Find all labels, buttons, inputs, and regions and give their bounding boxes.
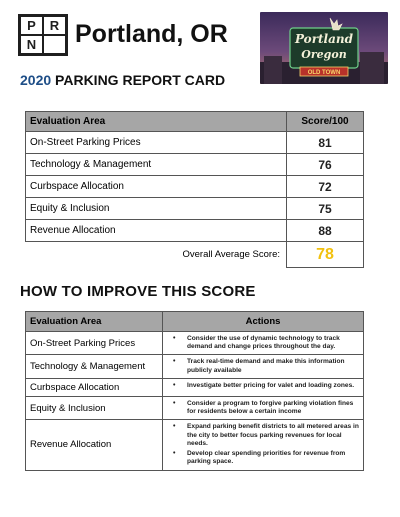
area-label: Technology & Management [26,355,163,378]
area-label: Revenue Allocation [26,220,287,242]
table-row [26,176,364,198]
area-label: Equity & Inclusion [26,198,287,220]
area-label: Technology & Management [26,154,287,176]
report-year: 2020 [20,72,52,88]
action-item: • Expand parking benefit districts to all metered areas in the city to better focus parking revenues for local needs. [167,423,359,448]
score-value: 88 [287,220,364,242]
city-title: Portland, OR [75,20,228,48]
actions-cell [163,332,364,355]
action-item: • Consider the use of dynamic technology to track demand and change prices throughout the day. [167,335,359,351]
area-label: Curbspace Allocation [26,378,163,396]
report-card-title [20,72,225,88]
actions-cell [163,378,364,396]
table-row [26,132,364,154]
col-evaluation-area: Evaluation Area [26,112,287,132]
table-row [26,332,364,355]
sign-text-oregon: Oregon [301,48,347,61]
logo-blank-cell [44,36,65,53]
overall-average-label: Overall Average Score: [182,249,280,261]
sign-text-old-town: OLD TOWN [307,70,341,76]
area-label: Equity & Inclusion [26,396,163,419]
prn-logo [18,14,68,56]
score-value: 81 [287,132,364,154]
score-value: 75 [287,198,364,220]
overall-average-row [26,242,364,268]
actions-cell [163,420,364,470]
overall-average-score: 78 [287,242,364,268]
improve-section-title: HOW TO IMPROVE THIS SCORE [20,283,256,300]
table-row [26,420,364,470]
table-row [26,378,364,396]
col-score: Score/100 [287,112,364,132]
area-label: Curbspace Allocation [26,176,287,198]
logo-letter-p: P [21,17,42,34]
col-actions: Actions [163,312,364,332]
area-label: On-Street Parking Prices [26,332,163,355]
action-item: • Consider a program to forgive parking violation fines for residents below a certain income [167,400,359,416]
sign-text-portland: Portland [294,32,354,46]
actions-cell [163,355,364,378]
area-label: On-Street Parking Prices [26,132,287,154]
portland-sign-photo [260,12,388,84]
action-item: • Track real-time demand and make this information publicly available [167,358,359,374]
report-title-text: PARKING REPORT CARD [55,72,226,88]
table-row [26,198,364,220]
action-item: • Investigate better pricing for valet and loading zones. [167,382,359,390]
logo-letter-n: N [21,36,42,53]
logo-letter-r: R [44,17,65,34]
action-item: • Develop clear spending priorities for revenue from parking space. [167,450,359,466]
score-table-header [26,112,364,132]
portland-sign-illustration [260,12,388,84]
table-row [26,154,364,176]
table-row [26,220,364,242]
area-label: Revenue Allocation [26,420,163,470]
table-row [26,396,364,419]
col-evaluation-area: Evaluation Area [26,312,163,332]
score-value: 76 [287,154,364,176]
improvement-table [25,311,364,471]
table-row [26,355,364,378]
score-value: 72 [287,176,364,198]
improvement-table-header [26,312,364,332]
score-table [25,111,364,268]
actions-cell [163,396,364,419]
